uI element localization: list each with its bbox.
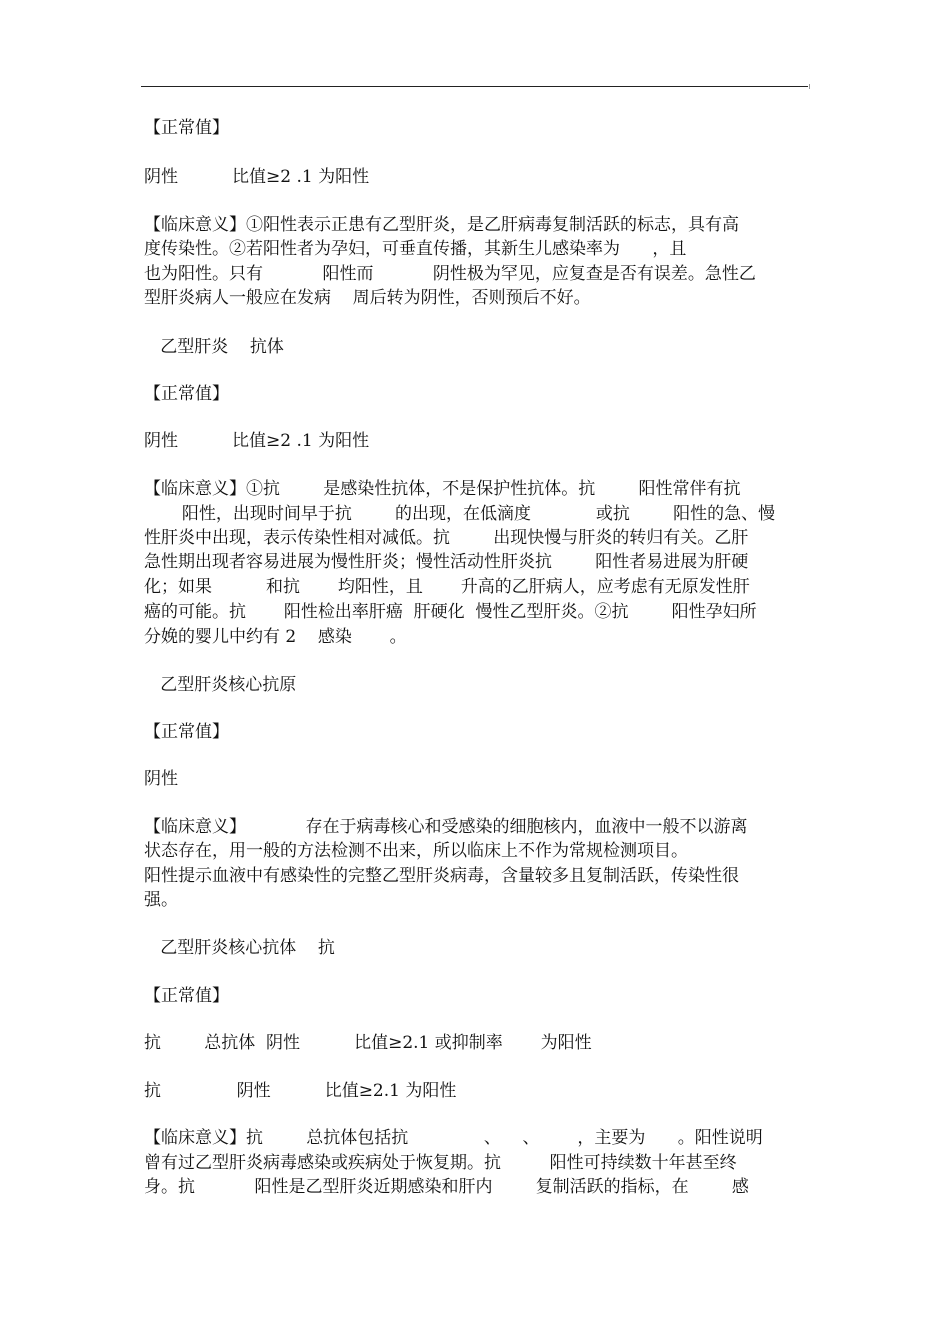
clinical-significance-line: 分娩的婴儿中约有 2 感染 。 — [144, 627, 407, 647]
clinical-significance-line: 阳性，出现时间早于抗 的出现，在低滴度 或抗 阳性的急、慢 — [144, 504, 776, 524]
section-normal-value-heading: 【正常值】 — [144, 118, 229, 138]
clinical-significance-line: 身。抗 阳性是乙型肝炎近期感染和肝内 复制活跃的指标，在 感 — [144, 1177, 749, 1197]
clinical-significance-line: 曾有过乙型肝炎病毒感染或疾病处于恢复期。抗 阳性可持续数十年甚至终 — [144, 1153, 737, 1173]
normal-value-line: 阴性 比值≥2 .1 为阳性 — [144, 431, 370, 451]
clinical-significance-line: 阳性提示血液中有感染性的完整乙型肝炎病毒，含量较多且复制活跃，传染性很 — [144, 866, 739, 886]
clinical-significance-line: 也为阳性。只有 阳性而 阴性极为罕见，应复查是否有误差。急性乙 — [144, 264, 756, 284]
section-normal-value-heading: 【正常值】 — [144, 722, 229, 742]
section-normal-value-heading: 【正常值】 — [144, 986, 229, 1006]
clinical-significance-line: 强。 — [144, 890, 178, 910]
clinical-significance-line: 急性期出现者容易进展为慢性肝炎；慢性活动性肝炎抗 阳性者易进展为肝硬 — [144, 552, 749, 572]
clinical-significance-line: 【临床意义】①阳性表示正患有乙型肝炎，是乙肝病毒复制活跃的标志，具有高 — [144, 215, 739, 235]
clinical-significance-line: 【临床意义】 存在于病毒核心和受感染的细胞核内，血液中一般不以游离 — [144, 817, 748, 837]
header-rule — [141, 86, 808, 87]
normal-value-line: 抗 总抗体 阴性 比值≥2.1 或抑制率 为阳性 — [144, 1033, 592, 1053]
section-title: 乙型肝炎核心抗体 抗 — [144, 938, 335, 958]
clinical-significance-line: 性肝炎中出现，表示传染性相对减低。抗 出现快慢与肝炎的转归有关。乙肝 — [144, 528, 749, 548]
normal-value-line: 阴性 — [144, 769, 178, 789]
clinical-significance-line: 【临床意义】①抗 是感染性抗体，不是保护性抗体。抗 阳性常伴有抗 — [144, 479, 741, 499]
normal-value-line: 抗 阴性 比值≥2.1 为阳性 — [144, 1081, 457, 1101]
section-title: 乙型肝炎核心抗原 — [144, 675, 297, 695]
clinical-significance-line: 化；如果 和抗 均阳性，且 升高的乙肝病人，应考虑有无原发性肝 — [144, 577, 750, 597]
clinical-significance-line: 型肝炎病人一般应在发病 周后转为阴性，否则预后不好。 — [144, 288, 591, 308]
clinical-significance-line: 度传染性。②若阳性者为孕妇，可垂直传播，其新生儿感染率为 ，且 — [144, 239, 687, 259]
section-normal-value-heading: 【正常值】 — [144, 384, 229, 404]
clinical-significance-line: 状态存在，用一般的方法检测不出来，所以临床上不作为常规检测项目。 — [144, 841, 688, 861]
clinical-significance-line: 【临床意义】抗 总抗体包括抗 、 、 ，主要为 。阳性说明 — [144, 1128, 763, 1148]
header-rule-end-mark — [809, 84, 810, 89]
section-title: 乙型肝炎 抗体 — [144, 337, 284, 357]
clinical-significance-line: 癌的可能。抗 阳性检出率肝癌 肝硬化 慢性乙型肝炎。②抗 阳性孕妇所 — [144, 602, 757, 622]
normal-value-line: 阴性 比值≥2 .1 为阳性 — [144, 167, 370, 187]
